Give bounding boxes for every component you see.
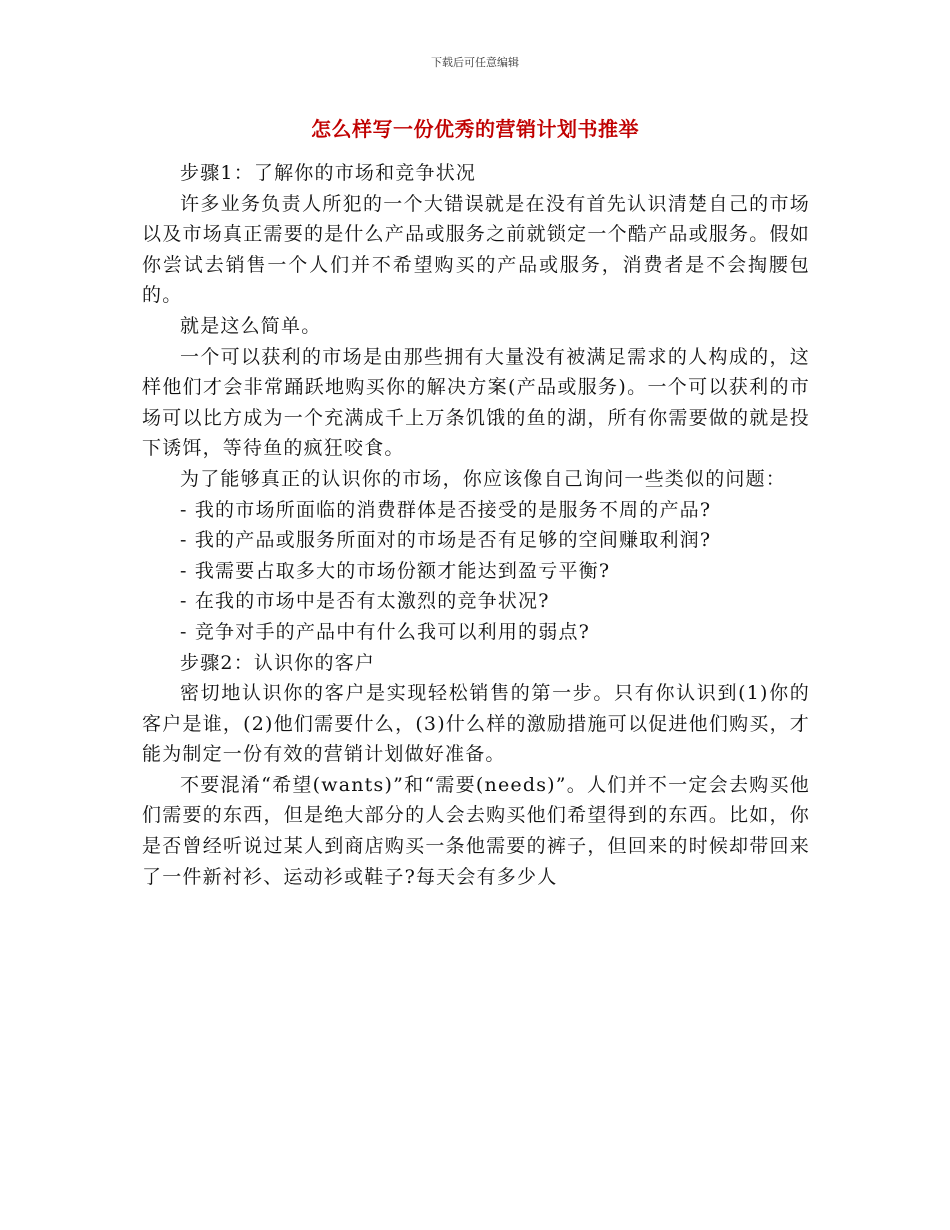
paragraph: 一个可以获利的市场是由那些拥有大量没有被满足需求的人构成的，这样他们才会非常踊跃地购买你的解决方案(产品或服务)。一个可以获利的市场可以比方成为一个充满成千上万条饥饿的鱼的湖，所有你需要做的就是投下诱饵，等待鱼的疯狂咬食。 (142, 345, 810, 460)
list-item: - 在我的市场中是否有太激烈的竞争状况? (180, 590, 550, 613)
paragraph: 密切地认识你的客户是实现轻松销售的第一步。只有你认识到(1)你的客户是谁，(2)他们需要什么，(3)什么样的激励措施可以促进他们购买，才能为制定一份有效的营销计划做好准备。 (142, 682, 810, 766)
paragraph: 许多业务负责人所犯的一个大错误就是在没有首先认识清楚自己的市场以及市场真正需要的是什么产品或服务之前就锁定一个酷产品或服务。假如你尝试去销售一个人们并不希望购买的产品或服务，消费者是不会掏腰包的。 (142, 192, 810, 307)
paragraph: 为了能够真正的认识你的市场，你应该像自己询问一些类似的问题： (180, 467, 787, 490)
list-item: - 竞争对手的产品中有什么我可以利用的弱点? (180, 620, 591, 643)
header-note: 下载后可任意编辑 (431, 56, 519, 69)
list-item: - 我需要占取多大的市场份额才能达到盈亏平衡? (180, 559, 611, 582)
list-item: - 我的市场所面临的消费群体是否接受的是服务不周的产品? (180, 498, 712, 521)
paragraph: 不要混淆“希望(wants)”和“需要(needs)”。人们并不一定会去购买他们需要的东西，但是绝大部分的人会去购买他们希望得到的东西。比如，你是否曾经听说过某人到商店购买一条他需要的裤子，但回来的时候却带回来了一件新衬衫、运动衫或鞋子?每天会有多少人 (142, 773, 810, 888)
step-heading: 步骤1：了解你的市场和竞争状况 (180, 162, 477, 184)
document-body (142, 158, 810, 892)
step-heading: 步骤2：认识你的客户 (180, 651, 376, 674)
document-title: 怎么样写一份优秀的营销计划书推举 (311, 117, 639, 141)
paragraph: 就是这么简单。 (180, 314, 322, 337)
list-item: - 我的产品或服务所面对的市场是否有足够的空间赚取利润? (180, 529, 712, 552)
